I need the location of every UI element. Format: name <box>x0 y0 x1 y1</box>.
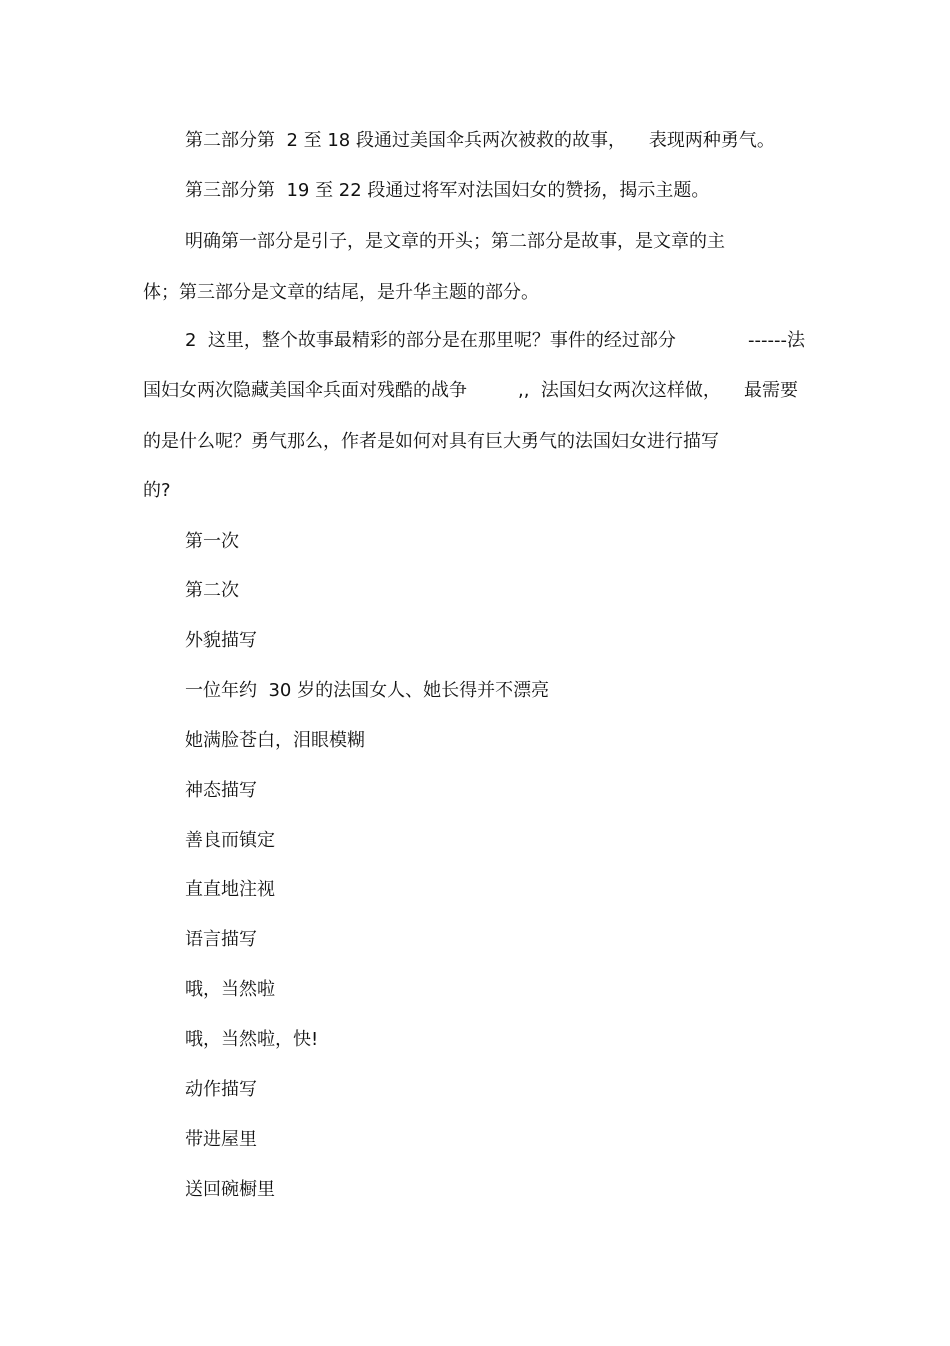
text-line: 体；第三部分是文章的结尾，是升华主题的部分。 <box>143 282 539 303</box>
text-line: 动作描写 <box>185 1079 257 1100</box>
text-line: 直直地注视 <box>185 879 275 900</box>
text-line: ,, 法国妇女两次这样做， <box>518 380 721 401</box>
text-line: 哦，当然啦，快! <box>185 1029 319 1050</box>
text-line: 她满脸苍白，泪眼模糊 <box>185 730 365 751</box>
text-line: 送回碗橱里 <box>185 1179 275 1200</box>
text-line: 2 这里，整个故事最精彩的部分是在那里呢？事件的经过部分 <box>185 330 676 351</box>
text-line: 外貌描写 <box>185 630 257 651</box>
text-line: 的是什么呢？勇气那么，作者是如何对具有巨大勇气的法国妇女进行描写 <box>143 431 719 452</box>
text-line: 第三部分第 19 至 22 段通过将军对法国妇女的赞扬，揭示主题。 <box>185 180 710 201</box>
text-line: 带进屋里 <box>185 1129 257 1150</box>
text-line: 第一次 <box>185 531 239 552</box>
text-line: 的? <box>143 480 171 501</box>
text-line: 善良而镇定 <box>185 830 275 851</box>
text-line: 明确第一部分是引子，是文章的开头；第二部分是故事，是文章的主 <box>185 231 725 252</box>
text-line: 国妇女两次隐藏美国伞兵面对残酷的战争 <box>143 380 467 401</box>
text-line: ------法 <box>748 330 805 351</box>
text-line: 语言描写 <box>185 929 257 950</box>
text-line: 神态描写 <box>185 780 257 801</box>
text-line: 最需要 <box>744 380 798 401</box>
text-line: 一位年约 30 岁的法国女人、她长得并不漂亮 <box>185 680 550 701</box>
text-line: 哦，当然啦 <box>185 979 275 1000</box>
text-line: 第二部分第 2 至 18 段通过美国伞兵两次被救的故事， 表现两种勇气。 <box>185 130 775 151</box>
text-line: 第二次 <box>185 580 239 601</box>
